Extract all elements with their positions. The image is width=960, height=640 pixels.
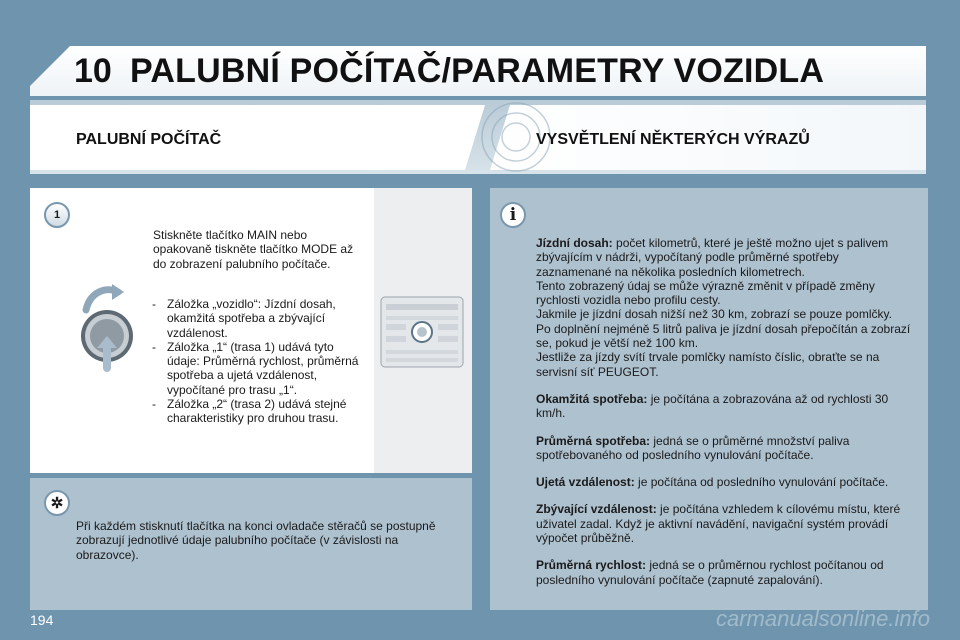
tabs-list (147, 297, 369, 426)
definition-text: počet kilometrů, které je ještě možno ujet s palivem zbývajícím v nádrži, vypočítaný podle průměrné spotřeby zaznamenané na několika posledních kilometrech. (536, 236, 889, 279)
right-section-title: VYSVĚTLENÍ NĚKTERÝCH VÝRAZŮ (536, 131, 810, 148)
definition-item (536, 475, 916, 489)
list-item: - Záložka „2“ (trasa 2) udává stejné charakteristiky pro druhou trasu. (147, 397, 369, 426)
definition-item (536, 434, 916, 463)
definition-note: Po doplnění nejméně 5 litrů paliva je jízdní dosah přepočítán a zobrazí se, pokud je větší než 100 km. (536, 321, 911, 351)
definition-item (536, 502, 916, 545)
sun-icon: ✲ (44, 490, 70, 516)
control-panel-icon (380, 296, 464, 368)
definition-text: jedná se o průměrné množství paliva spotřebovaného od posledního vynulování počítače. (536, 433, 850, 462)
watermark: carmanualsonline.info (715, 606, 930, 631)
chapter-title: PALUBNÍ POČÍTAČ/PARAMETRY VOZIDLA (130, 52, 825, 90)
definition-note: Jakmile je jízdní dosah nižší než 30 km, zobrazí se pouze pomlčky. (536, 307, 892, 322)
definition-term: Okamžitá spotřeba: (536, 391, 648, 406)
tip-text: Při každém stisknutí tlačítka na konci ovladače stěračů se postupně zobrazují jednotlivé údaje palubního počítače (v závislosti na obrazovce). (76, 519, 436, 562)
intro-text: Stiskněte tlačítko MAIN nebo opakovaně tiskněte tlačítko MODE až do zobrazení palubního počítače. (153, 228, 354, 271)
definition-item (536, 558, 916, 587)
definition-note: Jestliže za jízdy svítí trvale pomlčky namísto číslic, obraťte se na servisní síť PEUGEOT. (536, 350, 880, 379)
definitions-list (536, 236, 916, 600)
definition-term: Průměrná rychlost: (536, 558, 647, 573)
definition-term: Zbývající vzdálenost: (536, 502, 657, 517)
list-item: - Záložka „vozidlo“: Jízdní dosah, okamžitá spotřeba a zbývající vzdálenost. (147, 297, 369, 340)
definition-note: Tento zobrazený údaj se může výrazně změnit v případě změny rychlosti vozidla nebo profilu cesty. (536, 278, 875, 308)
step-badge: 1 (44, 202, 70, 228)
definition-text: je počítána vzhledem k cílovému místu, které uživatel zadal. Když je aktivní navádění, navigační systém provádí výpočet průběžně. (536, 502, 901, 546)
left-section-title: PALUBNÍ POČÍTAČ (76, 131, 222, 148)
list-item: - Záložka „1“ (trasa 1) udává tyto údaje: Průměrná rychlost, průměrná spotřeba a ujetá vzdálenost, vypočítané pro trasu „1“. (147, 340, 369, 397)
definition-item (536, 392, 916, 421)
info-icon: i (500, 202, 526, 228)
rotary-knob-icon (72, 282, 142, 372)
definition-text: je počítána a zobrazována až od rychlosti 30 km/h. (536, 391, 889, 421)
chapter-number: 10 (74, 52, 112, 90)
page-number: 194 (30, 612, 54, 628)
definition-item (536, 236, 916, 379)
definition-term: Průměrná spotřeba: (536, 433, 651, 448)
definition-text: jedná se o průměrnou rychlost počítanou od posledního vynulování počítače (zapnuté zapalování). (536, 558, 884, 587)
definition-text: je počítána od posledního vynulování počítače. (638, 475, 889, 490)
definition-term: Jízdní dosah: (536, 236, 613, 250)
definition-term: Ujetá vzdálenost: (536, 475, 635, 490)
